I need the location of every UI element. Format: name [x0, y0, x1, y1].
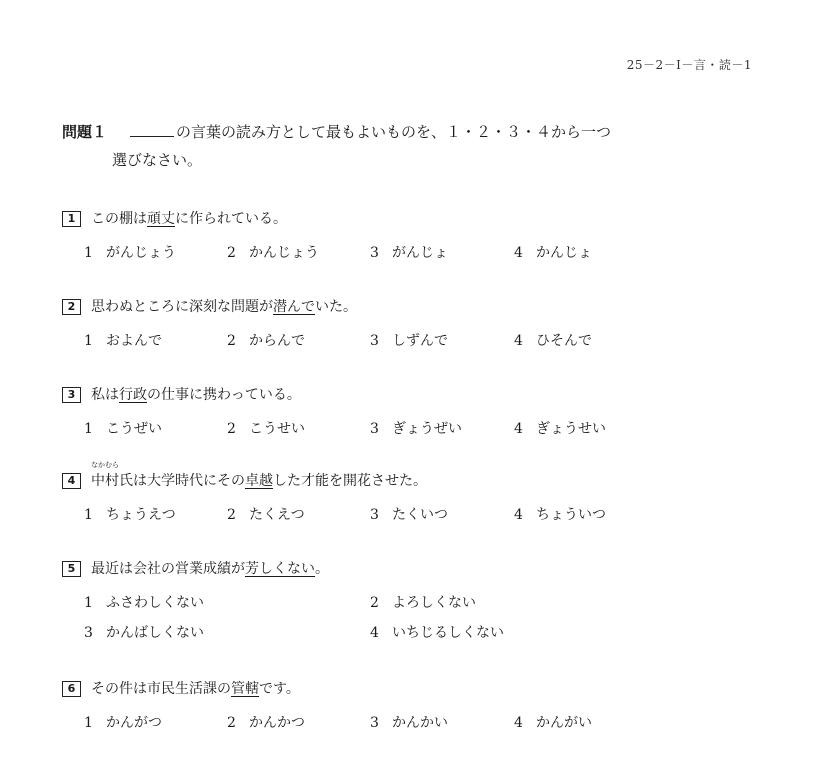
question-text-pre: その件は市民生活課の [91, 681, 231, 697]
option-2[interactable]: 2 たくえつ [227, 507, 305, 523]
question-text-post: の仕事に携わっている。 [147, 387, 301, 403]
option-2[interactable]: 2 よろしくない [370, 595, 476, 611]
option-3[interactable]: 3 たくいつ [370, 507, 448, 523]
ruby-name [91, 461, 119, 492]
question-text-pre: 最近は会社の営業成績が [91, 561, 245, 577]
option-1[interactable]: 1 がんじょう [84, 245, 176, 261]
page-code: 25－2－Ⅰ－言・読－1 [626, 58, 752, 72]
option-1[interactable]: 1 こうぜい [84, 421, 162, 437]
option-4[interactable]: 4 かんがい [514, 715, 592, 731]
question-text-pre: 思わぬところに深刻な問題が [91, 299, 273, 315]
question-text-post: です。 [259, 681, 300, 697]
option-4[interactable]: 4 ちょういつ [514, 507, 606, 523]
blank-line [130, 122, 174, 137]
instruction [62, 118, 762, 174]
option-2[interactable]: 2 こうせい [227, 421, 305, 437]
question-text-post: に作られている。 [175, 211, 287, 227]
instruction-text-1: の言葉の読み方として最もよいものを、１・２・３・４から一つ [176, 123, 612, 141]
underlined-word: 卓越 [245, 473, 273, 489]
question-number: 3 [62, 387, 81, 403]
question-text-pre: 氏は大学時代にその [119, 473, 245, 489]
option-1[interactable]: 1 かんがつ [84, 715, 162, 731]
option-4[interactable]: 4 ぎょうせい [514, 421, 606, 437]
option-3[interactable]: 3 がんじょ [370, 245, 448, 261]
question-number: 1 [62, 211, 81, 227]
question-number: 5 [62, 561, 81, 577]
question-6 [62, 678, 762, 734]
question-number: 6 [62, 681, 81, 697]
option-4[interactable]: 4 ひそんで [514, 333, 592, 349]
question-1 [62, 208, 762, 264]
underlined-word: 行政 [119, 387, 147, 403]
option-3[interactable]: 3 ぎょうぜい [370, 421, 462, 437]
option-2[interactable]: 2 からんで [227, 333, 305, 349]
underlined-word: 管轄 [231, 681, 259, 697]
option-4[interactable]: 4 いちじるしくない [370, 625, 504, 641]
question-text-pre: この棚は [91, 211, 147, 227]
option-4[interactable]: 4 かんじょ [514, 245, 592, 261]
underlined-word: 頑丈 [147, 211, 175, 227]
question-2 [62, 296, 762, 352]
underlined-word: 芳しくない [245, 561, 315, 577]
question-number: 2 [62, 299, 81, 315]
question-4 [62, 461, 762, 526]
ruby-base: 中村 [91, 473, 119, 489]
option-2[interactable]: 2 かんかつ [227, 715, 305, 731]
option-3[interactable]: 3 しずんで [370, 333, 448, 349]
question-5 [62, 558, 762, 644]
option-1[interactable]: 1 ちょうえつ [84, 507, 176, 523]
question-text-post: いた。 [315, 299, 357, 315]
question-text-post: した才能を開花させた。 [273, 473, 427, 489]
option-2[interactable]: 2 かんじょう [227, 245, 319, 261]
option-1[interactable]: 1 およんで [84, 333, 162, 349]
underlined-word: 潜んで [273, 299, 315, 315]
instruction-text-2: 選びなさい。 [112, 151, 203, 169]
question-number: 4 [62, 473, 81, 489]
option-3[interactable]: 3 かんかい [370, 715, 448, 731]
furigana: なかむら [91, 461, 119, 469]
option-1[interactable]: 1 ふさわしくない [84, 595, 204, 611]
option-3[interactable]: 3 かんばしくない [84, 625, 204, 641]
problem-label: 問題１ [62, 123, 108, 141]
question-text-pre: 私は [91, 387, 119, 403]
question-text-post: 。 [315, 561, 329, 577]
question-3 [62, 384, 762, 440]
